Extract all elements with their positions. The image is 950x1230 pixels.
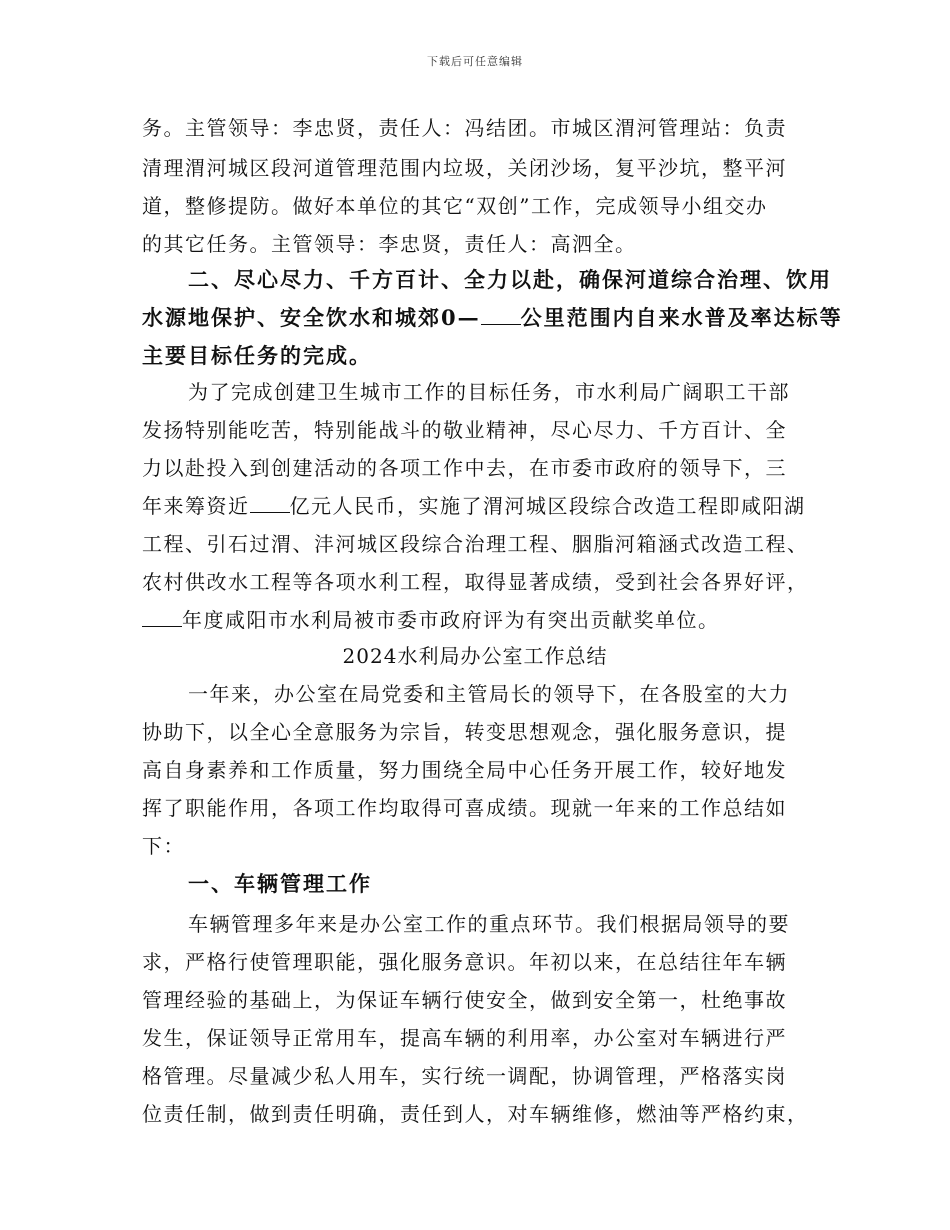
paragraph-line: 的其它任务。主管领导：李忠贤，责任人：高泗全。 — [142, 232, 637, 256]
blank-underline — [250, 494, 290, 513]
header-note: 下载后可任意编辑 — [427, 55, 523, 68]
paragraph-line: 务。主管领导：李忠贤，责任人：冯结团。市城区渭河管理站：负责 — [142, 116, 787, 140]
blank-underline — [481, 306, 521, 325]
section-heading: 一、车辆管理工作 — [188, 871, 372, 896]
paragraph-line: 求，严格行使管理职能，强化服务意识。年初以来，在总结往年车辆 — [142, 950, 787, 974]
paragraph-line: 协助下，以全心全意服务为宗旨，转变思想观念，强化服务意识，提 — [142, 720, 787, 744]
paragraph-text: 年来筹资近 — [142, 494, 250, 518]
section-heading-line: 二、尽心尽力、千方百计、全力以赴，确保河道综合治理、饮用 — [188, 267, 832, 292]
paragraph-line: 位责任制，做到责任明确，责任到人，对车辆维修，燃油等严格约束， — [142, 1102, 809, 1126]
paragraph-line — [142, 494, 806, 518]
heading-text: 公里范围内自来水普及率达标等 — [520, 305, 843, 330]
paragraph-line: 一年来，办公室在局党委和主管局长的领导下，在各股室的大力 — [188, 682, 790, 706]
paragraph-line: 力以赴投入到创建活动的各项工作中去，在市委市政府的领导下，三 — [142, 456, 787, 480]
paragraph-line: 清理渭河城区段河道管理范围内垃圾，关闭沙场，复平沙坑，整平河 — [142, 156, 787, 180]
paragraph-line: 挥了职能作用，各项工作均取得可喜成绩。现就一年来的工作总结如 — [142, 796, 787, 820]
paragraph-line: 工程、引石过渭、沣河城区段综合治理工程、胭脂河箱涵式改造工程、 — [142, 532, 809, 556]
document-title: 2024水利局办公室工作总结 — [342, 644, 608, 668]
section-heading-line: 主要目标任务的完成。 — [142, 343, 372, 368]
paragraph-line: 为了完成创建卫生城市工作的目标任务，市水利局广阔职工干部 — [188, 380, 790, 404]
paragraph-line: 管理经验的基础上，为保证车辆行使安全，做到安全第一，杜绝事故 — [142, 988, 787, 1012]
heading-text: 水源地保护、安全饮水和城郊0— — [142, 305, 481, 330]
section-heading-line — [142, 306, 843, 330]
paragraph-line: 发扬特别能吃苦，特别能战斗的敬业精神，尽心尽力、千方百计、全 — [142, 418, 787, 442]
paragraph-line: 下： — [142, 834, 185, 858]
paragraph-line: 高自身素养和工作质量，努力围绕全局中心任务开展工作，较好地发 — [142, 758, 787, 782]
paragraph-line: 格管理。尽量减少私人用车，实行统一调配，协调管理，严格落实岗 — [142, 1064, 787, 1088]
paragraph-text: 年度咸阳市水利局被市委市政府评为有突出贡献奖单位。 — [182, 608, 720, 632]
paragraph-line — [142, 608, 720, 632]
paragraph-text: 亿元人民币，实施了渭河城区段综合改造工程即咸阳湖 — [289, 494, 806, 518]
paragraph-line: 车辆管理多年来是办公室工作的重点环节。我们根据局领导的要 — [188, 912, 790, 936]
paragraph-line: 道，整修提防。做好本单位的其它“双创”工作，完成领导小组交办 — [142, 194, 768, 218]
paragraph-line: 农村供改水工程等各项水利工程，取得显著成绩，受到社会各界好评， — [142, 570, 809, 594]
paragraph-line: 发生，保证领导正常用车，提高车辆的利用率，办公室对车辆进行严 — [142, 1026, 787, 1050]
blank-underline — [142, 608, 182, 627]
